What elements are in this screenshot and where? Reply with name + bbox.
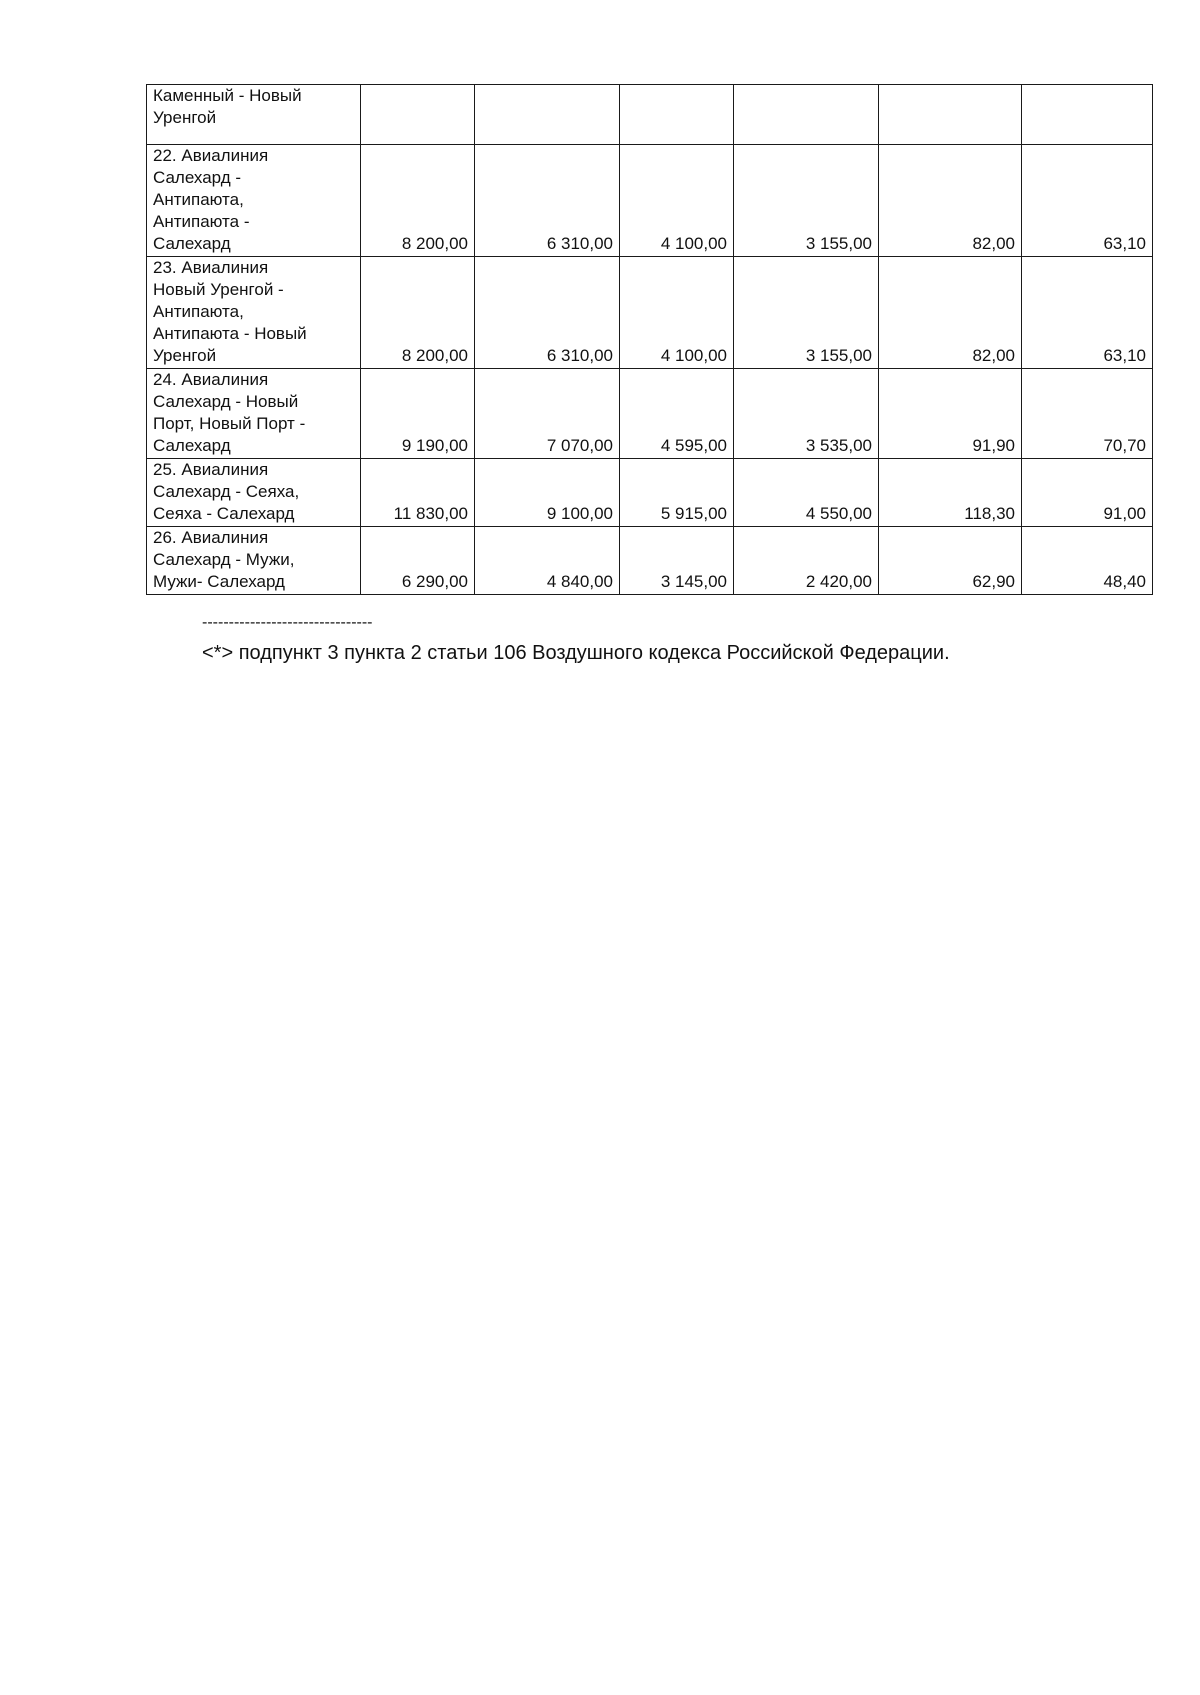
- route-cell: [147, 85, 361, 145]
- route-name: 23. Авиалиния Новый Уренгой - Антипаюта, Антипаюта - Новый Уренгой: [153, 258, 307, 365]
- route-cell: [147, 459, 361, 527]
- table-row: [147, 257, 1153, 369]
- fare-cell: 5 915,00: [620, 459, 734, 527]
- fare-cell: [879, 85, 1022, 145]
- route-cell: [147, 145, 361, 257]
- fare-cell: [734, 85, 879, 145]
- fare-cell: 4 100,00: [620, 257, 734, 369]
- route-name: Каменный - Новый Уренгой: [153, 86, 302, 127]
- tariff-table-body: [147, 85, 1153, 595]
- fare-cell: 63,10: [1022, 257, 1153, 369]
- route-name: 26. Авиалиния Салехард - Мужи, Мужи- Салехард: [153, 528, 295, 591]
- fare-cell: 91,90: [879, 369, 1022, 459]
- fare-cell: 2 420,00: [734, 527, 879, 595]
- fare-cell: 6 310,00: [475, 145, 620, 257]
- fare-cell: 6 290,00: [361, 527, 475, 595]
- table-row: [147, 527, 1153, 595]
- fare-cell: 4 595,00: [620, 369, 734, 459]
- fare-cell: [475, 85, 620, 145]
- fare-cell: 4 840,00: [475, 527, 620, 595]
- route-cell: [147, 527, 361, 595]
- route-cell: [147, 257, 361, 369]
- table-row: [147, 459, 1153, 527]
- fare-cell: 4 100,00: [620, 145, 734, 257]
- fare-cell: 48,40: [1022, 527, 1153, 595]
- fare-cell: 82,00: [879, 257, 1022, 369]
- route-name: 25. Авиалиния Салехард - Сеяха, Сеяха - Салехард: [153, 460, 300, 523]
- fare-cell: 3 155,00: [734, 145, 879, 257]
- fare-cell: 62,90: [879, 527, 1022, 595]
- fare-cell: 70,70: [1022, 369, 1153, 459]
- fare-cell: 63,10: [1022, 145, 1153, 257]
- fare-cell: [620, 85, 734, 145]
- fare-cell: 8 200,00: [361, 257, 475, 369]
- fare-cell: 3 155,00: [734, 257, 879, 369]
- footnote-separator: --------------------------------: [202, 614, 373, 631]
- fare-cell: [361, 85, 475, 145]
- route-name: 22. Авиалиния Салехард - Антипаюта, Антипаюта - Салехард: [153, 146, 269, 253]
- fare-cell: 3 535,00: [734, 369, 879, 459]
- tariff-table: [146, 84, 1153, 595]
- fare-cell: 9 100,00: [475, 459, 620, 527]
- footnote-text: <*> подпункт 3 пункта 2 статьи 106 Воздушного кодекса Российской Федерации.: [202, 642, 950, 664]
- route-name: 24. Авиалиния Салехард - Новый Порт, Новый Порт - Салехард: [153, 370, 306, 455]
- fare-cell: 82,00: [879, 145, 1022, 257]
- fare-cell: 3 145,00: [620, 527, 734, 595]
- fare-cell: 11 830,00: [361, 459, 475, 527]
- table-row: [147, 369, 1153, 459]
- fare-cell: 4 550,00: [734, 459, 879, 527]
- table-row: [147, 85, 1153, 145]
- table-row: [147, 145, 1153, 257]
- fare-cell: 91,00: [1022, 459, 1153, 527]
- fare-cell: 6 310,00: [475, 257, 620, 369]
- fare-cell: 7 070,00: [475, 369, 620, 459]
- fare-cell: 118,30: [879, 459, 1022, 527]
- fare-cell: [1022, 85, 1153, 145]
- fare-cell: 9 190,00: [361, 369, 475, 459]
- fare-cell: 8 200,00: [361, 145, 475, 257]
- route-cell: [147, 369, 361, 459]
